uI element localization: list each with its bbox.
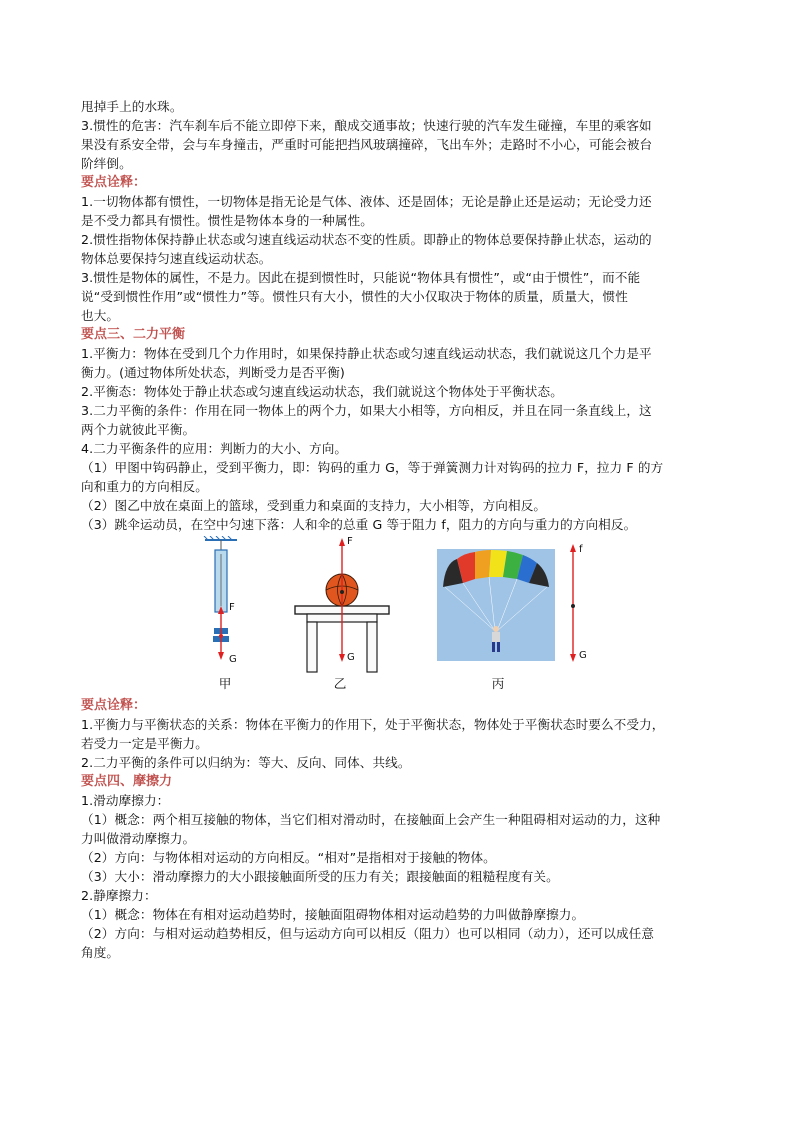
- label-G: G: [347, 652, 355, 663]
- text-line: 也大。: [81, 308, 120, 323]
- text-line: 1.一切物体都有惯性，一切物体是指无论是气体、液体、还是固体；无论是静止还是运动；无论受力还: [81, 194, 652, 209]
- arrows-jia: [211, 536, 251, 666]
- section-heading: 要点诠释：: [81, 175, 147, 190]
- figure-row: [81, 536, 715, 696]
- text-line: 衡力。(通过物体所处状态，判断受力是否平衡): [81, 365, 345, 380]
- text-line: （1）概念：两个相互接触的物体，当它们相对滑动时，在接触面上会产生一种阻碍相对运动的力，这种: [81, 812, 661, 827]
- text-line: 1.平衡力与平衡状态的关系：物体在平衡力的作用下，处于平衡状态，物体处于平衡状态时要么不受力，: [81, 717, 665, 732]
- section-heading: 要点三、二力平衡: [81, 327, 186, 342]
- text-line: 角度。: [81, 945, 120, 960]
- figure-caption: 乙: [333, 676, 347, 691]
- text-line: 4.二力平衡条件的应用：判断力的大小、方向。: [81, 441, 348, 456]
- text-line: 甩掉手上的水珠。: [81, 99, 183, 114]
- label-F: F: [229, 602, 235, 613]
- text-line: （2）方向：与物体相对运动的方向相反。“相对”是指相对于接触的物体。: [81, 850, 496, 865]
- label-f: f: [579, 544, 583, 555]
- text-line: 说“受到惯性作用”或“惯性力”等。惯性只有大小，惯性的大小仅取决于物体的质量，质量大，惯性: [81, 289, 628, 304]
- text-line: 两个力就彼此平衡。: [81, 422, 196, 437]
- text-line: 1.滑动摩擦力：: [81, 793, 170, 808]
- text-line: 2.惯性指物体保持静止状态或匀速直线运动状态不变的性质。即静止的物体总要保持静止状态，运动的: [81, 232, 652, 247]
- text-line: 阶绊倒。: [81, 156, 132, 171]
- text-line: 2.平衡态：物体处于静止状态或匀速直线运动状态，我们就说这个物体处于平衡状态。: [81, 384, 563, 399]
- section-heading: 要点四、摩擦力: [81, 774, 173, 789]
- figure-caption: 丙: [491, 676, 505, 691]
- arrows-bing: [563, 536, 593, 666]
- text-line: （3）跳伞运动员，在空中匀速下落：人和伞的总重 G 等于阻力 f，阻力的方向与重力的方向相反。: [81, 517, 637, 532]
- text-line: （2）方向：与相对运动趋势相反，但与运动方向可以相反（阻力）也可以相同（动力），还可以成任意: [81, 926, 655, 941]
- parachute-figure: [437, 549, 555, 661]
- label-G: G: [229, 654, 237, 665]
- document-body: [81, 97, 715, 962]
- text-line: （1）甲图中钩码静止，受到平衡力，即：钩码的重力 G，等于弹簧测力计对钩码的拉力 F，拉力 F 的方: [81, 460, 664, 475]
- text-line: （3）大小：滑动摩擦力的大小跟接触面所受的压力有关；跟接触面的粗糙程度有关。: [81, 869, 559, 884]
- text-line: （2）图乙中放在桌面上的篮球，受到重力和桌面的支持力，大小相等，方向相反。: [81, 498, 547, 513]
- text-line: 是不受力都具有惯性。惯性是物体本身的一种属性。: [81, 213, 373, 228]
- text-line: （1）概念：物体在有相对运动趋势时，接触面阻碍物体相对运动趋势的力叫做静摩擦力。: [81, 907, 585, 922]
- text-line: 物体总要保持匀速直线运动状态。: [81, 251, 272, 266]
- arrows-yi: [331, 536, 361, 676]
- section-heading: 要点诠释：: [81, 698, 147, 713]
- text-line: 向和重力的方向相反。: [81, 479, 208, 494]
- text-line: 3.惯性是物体的属性，不是力。因此在提到惯性时，只能说“物体具有惯性”，或“由于惯性”，而不能: [81, 270, 641, 285]
- text-line: 3.二力平衡的条件：作用在同一物体上的两个力，如果大小相等，方向相反，并且在同一条直线上，这: [81, 403, 652, 418]
- text-line: 1.平衡力：物体在受到几个力作用时，如果保持静止状态或匀速直线运动状态，我们就说这几个力是平: [81, 346, 652, 361]
- label-F: F: [347, 536, 353, 547]
- text-line: 2.静摩擦力：: [81, 888, 157, 903]
- label-G: G: [579, 650, 587, 661]
- figure-caption: 甲: [218, 676, 232, 691]
- text-line: 2.二力平衡的条件可以归纳为：等大、反向、同体、共线。: [81, 755, 411, 770]
- text-line: 力叫做滑动摩擦力。: [81, 831, 196, 846]
- text-line: 3.惯性的危害：汽车刹车后不能立即停下来，酿成交通事故；快速行驶的汽车发生碰撞，车里的乘客如: [81, 118, 652, 133]
- text-line: 果没有系安全带，会与车身撞击，严重时可能把挡风玻璃撞碎，飞出车外；走路时不小心，可能会被台: [81, 137, 653, 152]
- text-line: 若受力一定是平衡力。: [81, 736, 208, 751]
